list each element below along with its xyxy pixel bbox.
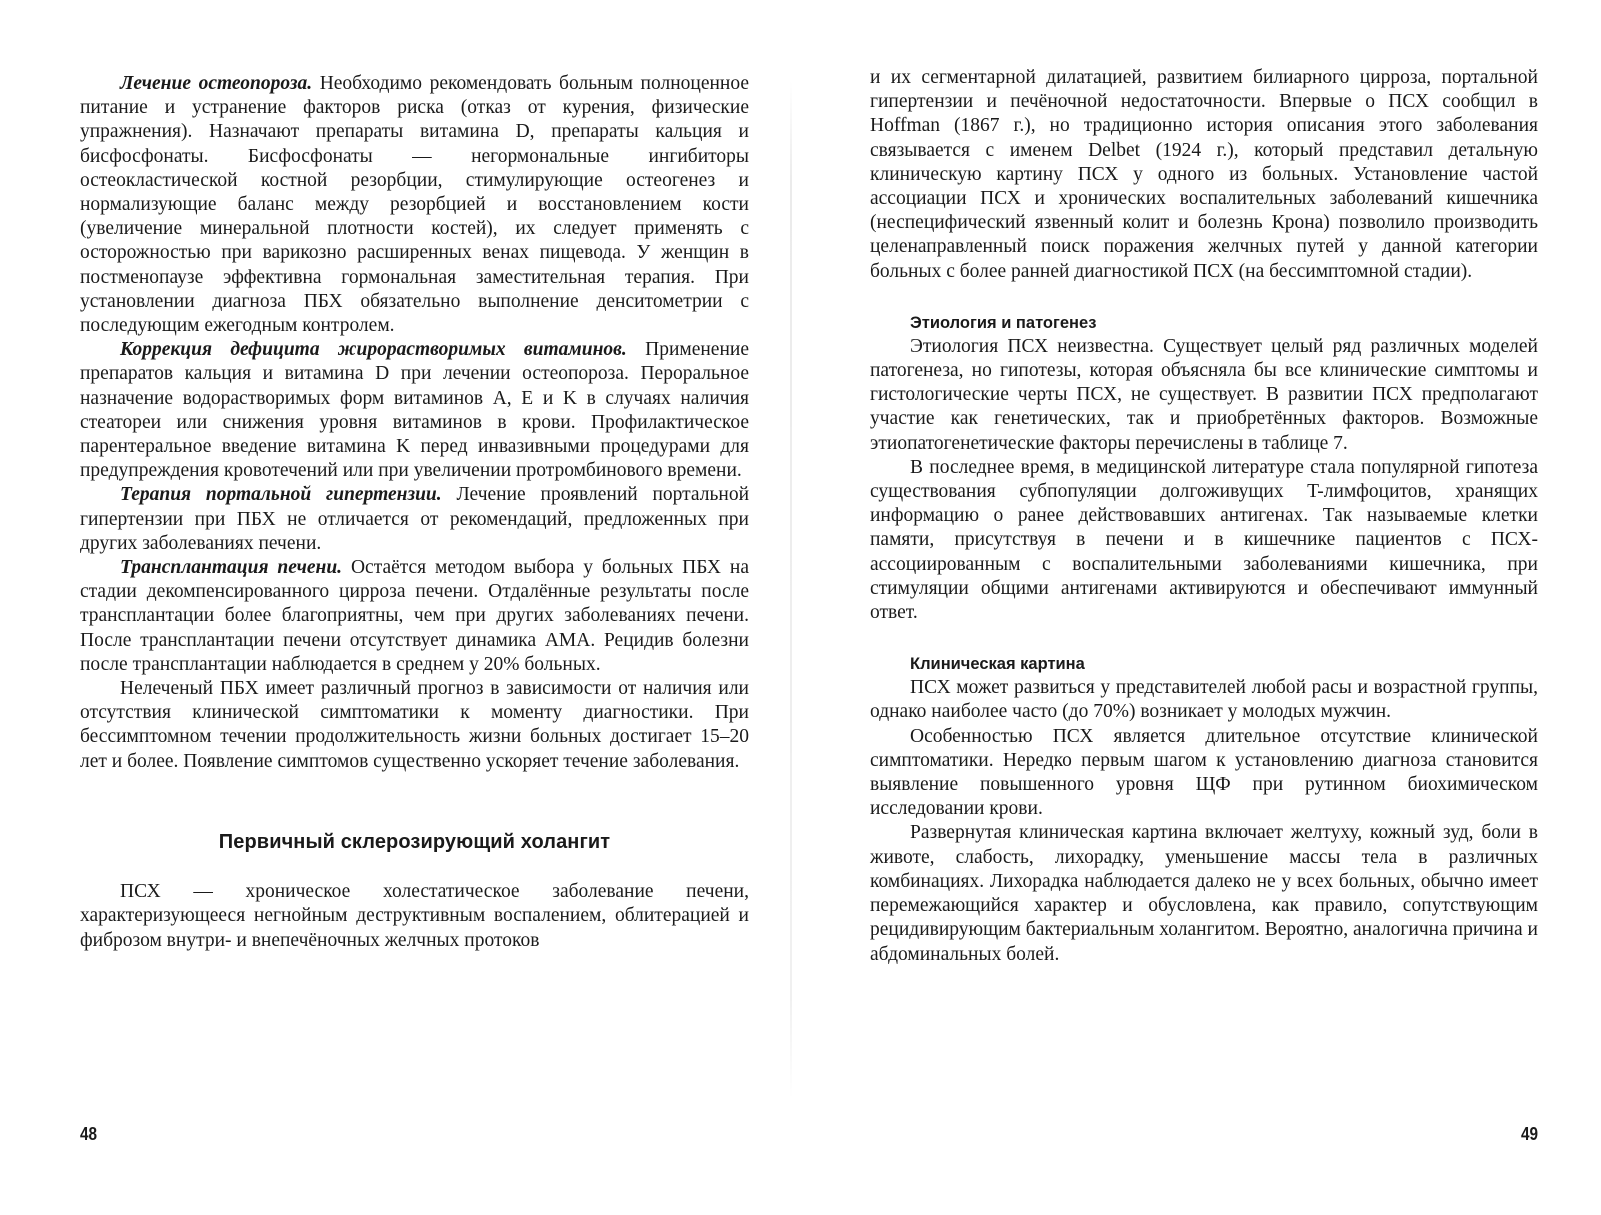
clinical-paragraph-3: Развернутая клиническая картина включает желтуху, кожный зуд, боли в животе, слабость, лихорадку, уменьшение массы тела в различных комбинациях. Лихорадка наблюдается далеко не у всех больных, обычно имеет перемежающийся характер и обусловлена, как правило, сопутствующим рецидивирующим бактериальным холангитом. Вероятно, аналогична причина и абдоминальных болей. (870, 822, 1538, 965)
paragraph-lead: Коррекция дефицита жирорастворимых витаминов. (120, 339, 627, 361)
paragraph-lead: Трансплантация печени. (120, 557, 343, 579)
paragraph-text: Применение препаратов кальция и витамина D при лечении остеопороза. Пероральное назначение водорастворимых форм витаминов A, E и K в случаях наличия стеатореи или снижения уровня витаминов в крови. Профилактическое парентеральное введение витамина K перед инвазивными процедурами для предупреждения кровотечений или при увеличении протромбинового времени. (80, 339, 749, 482)
continuation-paragraph: и их сегментарной дилатацией, развитием билиарного цирроза, портальной гипертензии и печёночной недостаточности. Впервые о ПСХ сообщил в Hoffman (1867 г.), но традиционно история описания этого заболевания связывается с именем Delbet (1924 г.), который представил детальную клиническую картину ПСХ у одного из больных. Установление частой ассоциации ПСХ и хронических воспалительных заболеваний кишечника (неспецифический язвенный колит и болезнь Крона) позволило производить целенаправленный поиск поражения желчных путей у данной категории больных с более ранней диагностикой ПСХ (на бессимптомной стадии). (870, 67, 1538, 282)
left-page (0, 0, 800, 1215)
section-heading-clinical: Клиническая картина (910, 655, 1085, 674)
section-heading-etiology: Этиология и патогенез (910, 313, 1097, 332)
paragraph-text: Остаётся методом выбора у больных ПБХ на стадии декомпенсированного цирроза печени. Отдалённые результаты после трансплантации более благоприятны, чем при других заболеваниях печени. После трансплантации печени отсутствует динамика АМА. Рецидив болезни после трансплантации наблюдается в среднем у 20% больных. (80, 557, 749, 675)
section-spacer (870, 284, 1538, 311)
paragraph-text: Лечение проявлений портальной гипертензии при ПБХ не отличается от рекомендаций, предложенных при других заболеваниях печени. (80, 484, 750, 554)
page-number: 49 (1520, 1124, 1538, 1144)
paragraph-transplantation (80, 556, 749, 677)
clinical-paragraph-1: ПСХ может развиться у представителей любой расы и возрастной группы, однако наиболее часто (до 70%) возникает у молодых мужчин. (870, 677, 1538, 723)
paragraph-text: Нелеченый ПБХ имеет различный прогноз в зависимости от наличия или отсутствия клинической симптоматики к моменту диагностики. При бессимптомном течении продолжительность жизни больных достигает 15–20 лет и более. Появление симптомов существенно ускоряет течение заболевания. (80, 678, 749, 772)
right-page (800, 0, 1601, 1215)
paragraph-text: Необходимо рекомендовать больным полноценное питание и устранение факторов риска (отказ от курения, физические упражнения). Назначают препараты витамина D, препараты кальция и бисфосфонаты. Бисфосфонаты — негормональные ингибиторы остеокластической костной резорбции, стимулирующие остеогенез и нормализующие баланс между резорбцией и восстановлением кости (увеличение минеральной плотности костей), их следует применять с осторожностью при варикозно расширенных венах пищевода. У женщин в постменопаузе эффективна гормональная заместительная терапия. При установлении диагноза ПБХ обязательно выполнение денситометрии с последующим ежегодным контролем. (80, 73, 749, 337)
paragraph-lead: Терапия портальной гипертензии. (120, 484, 442, 506)
clinical-paragraph-2: Особенностью ПСХ является длительное отсутствие клинической симптоматики. Нередко первым шагом к установлению диагноза становится выявление повышенного уровня ЩФ при рутинном биохимическом исследовании крови. (870, 725, 1538, 820)
paragraph-lead: Лечение остеопороза. (120, 73, 313, 94)
etiology-paragraph-2: В последнее время, в медицинской литературе стала популярной гипотеза существования субпопуляции долгоживущих T-лимфоцитов, хранящих информацию о ранее действовавших антигенах. Так называемые клетки памяти, присутствуя в печени и в кишечнике пациентов с ПСХ-ассоциированным с воспалительными заболеваниями кишечника, при стимуляции общими антигенами активируются и обеспечивают иммунный ответ. (870, 456, 1538, 624)
chapter-heading: Первичный склерозирующий холангит (218, 830, 611, 853)
paragraph-vitamins (80, 338, 749, 483)
paragraph-osteoporosis (80, 72, 749, 338)
paragraph-portal-hypertension (80, 483, 749, 556)
paragraph-prognosis (80, 677, 749, 774)
page-number: 48 (80, 1124, 98, 1144)
chapter-intro-paragraph: ПСХ — хроническое холестатическое заболевание печени, характеризующееся негнойным деструктивным воспалением, облитерацией и фиброзом внутри- и внепечёночных желчных протоков (80, 881, 749, 951)
left-text-column (80, 72, 749, 953)
section-spacer (870, 625, 1538, 652)
etiology-paragraph-1: Этиология ПСХ неизвестна. Существует целый ряд различных моделей патогенеза, но гипотезы, которая объясняла бы все клинические симптомы и гистологические черты ПСХ, не существует. В развитии ПСХ предполагают участие как генетических, так и приобретённых факторов. Возможные этиопатогенетические факторы перечислены в таблице 7. (870, 335, 1538, 454)
right-text-column (870, 66, 1538, 967)
